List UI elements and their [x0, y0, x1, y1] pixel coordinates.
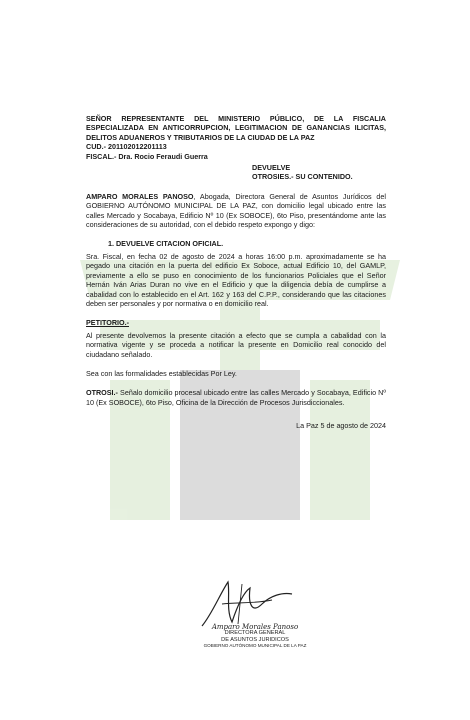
- otrosi-label: OTROSI.-: [86, 388, 118, 398]
- stamp-line-1: DIRECTORA GENERAL: [224, 630, 286, 637]
- addressee-heading: [86, 114, 386, 161]
- fiscal-name: FISCAL.- Dra. Rocio Feraudi Guerra: [86, 151, 208, 161]
- summary-block: [252, 163, 386, 182]
- stamp-line-2: DE ASUNTOS JURIDICOS: [221, 636, 289, 643]
- document-body: [86, 114, 386, 431]
- otrosi-text: Señalo domicilio procesal ubicado entre las calles Mercado y Socabaya, Edificio Nº 10 (Ex SOBOCE), 6to Piso, Oficina de la Dirección de Procesos Jurisdiccionales.: [86, 388, 386, 407]
- closing-line: Sea con las formalidades establecidas Por Ley.: [86, 368, 237, 378]
- summary-line-2: OTROSIES.- SU CONTENIDO.: [252, 172, 353, 182]
- cud-number: CUD.- 201102012201113: [86, 142, 167, 152]
- stamp-line-3: GOBIERNO AUTÓNOMO MUNICIPAL DE LA PAZ: [203, 643, 307, 649]
- petitorio-title: PETITORIO.-: [86, 318, 129, 328]
- intro-text: , Abogada, Directora General de Asuntos Jurídicos del GOBIERNO AUTÓNOMO MUNICIPAL DE LA PAZ, con domicilio legal ubicado entre las calles Mercado y Socabaya, Edificio Nº 10 (Ex SOBOCE), 6to Piso, presentándome ante las consideraciones de su autoridad, con el debido respeto expongo y digo:: [86, 191, 386, 230]
- addressee: SEÑOR REPRESENTANTE DEL MINISTERIO PÚBLICO, DE LA FISCALIA ESPECIALIZADA EN ANTICORRUPCION, LEGITIMACION DE GANANCIAS ILICITAS, DELITOS ADUANEROS Y TRIBUTARIOS DE LA CIUDAD DE LA PAZ: [86, 114, 386, 142]
- intro-paragraph: [86, 192, 386, 230]
- stamp-name: Amparo Morales Panoso: [211, 623, 299, 631]
- otrosi-paragraph: [86, 388, 386, 407]
- signature-area: [168, 574, 328, 664]
- summary-line-1: DEVUELVE: [252, 163, 291, 173]
- section-1-title: 1. DEVUELVE CITACION OFICIAL.: [108, 239, 224, 249]
- document-date: La Paz 5 de agosto de 2024: [296, 421, 386, 431]
- petitorio-body: Al presente devolvemos la presente citación a efecto que se cumpla a cabalidad con la normativa vigente y se proceda a notificar la presente en Domicilio real conocido del ciudadano señalado.: [86, 330, 386, 359]
- official-stamp: [180, 624, 330, 650]
- author-name: AMPARO MORALES PANOSO: [86, 191, 194, 201]
- section-1-body: Sra. Fiscal, en fecha 02 de agosto de 2024 a horas 16:00 p.m. aproximadamente se ha pegado una citación en la puerta del edificio Ex Soboce, actual Edificio 10, del GAMLP, previamente a ello se puso en conocimiento de los funcionarios Policiales que el Señor Hernán Iván Arias Duran no vive en el Edificio y que la diligencia debía de cumplirse a cabalidad con lo establecido en el Art. 162 y 163 del C.P.P., considerando que las citaciones deben ser personales y por normativa o en domicilio real.: [86, 251, 386, 308]
